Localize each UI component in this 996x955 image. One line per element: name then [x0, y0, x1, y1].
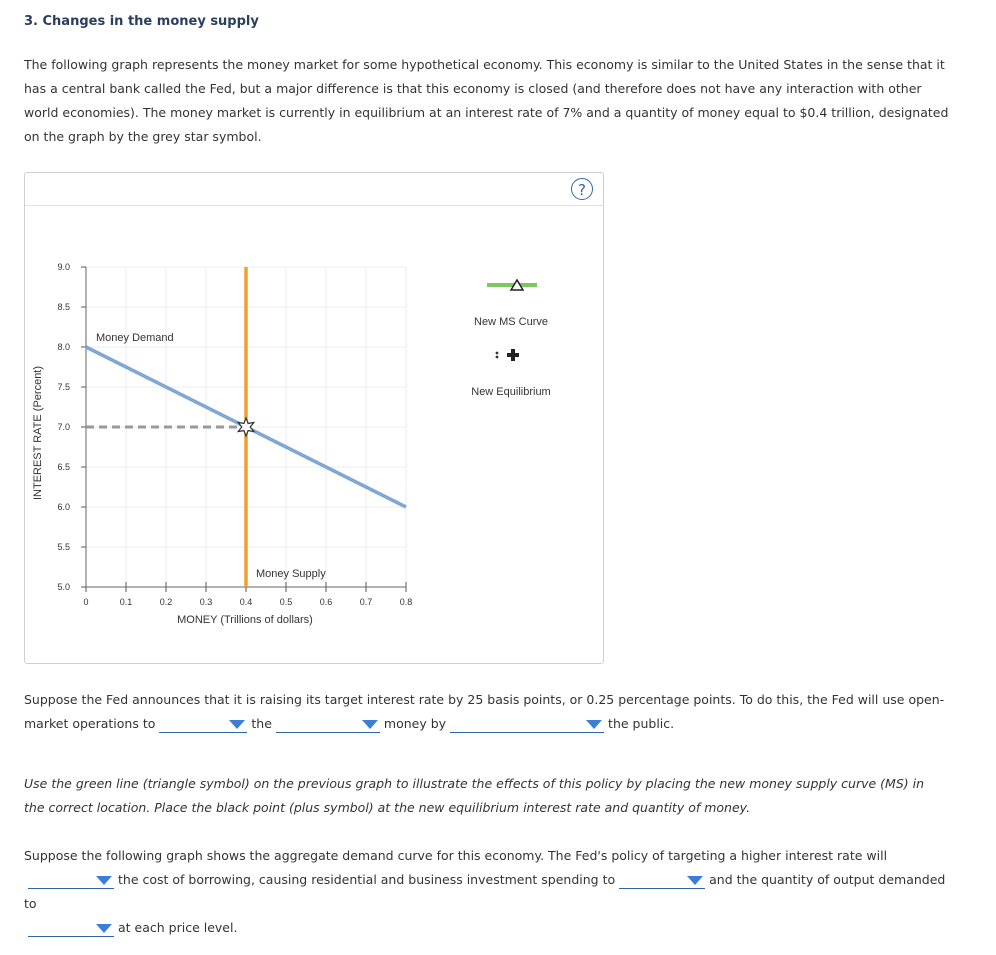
y-tick-label: 8.5: [57, 302, 70, 312]
graph-instruction: Use the green line (triangle symbol) on the previous graph to illustrate the effects of this policy by placing the new money supply curve (MS) in the correct location. Place the black point (plus symbol) at the new equilibrium interest rate and quantity of money.: [24, 776, 925, 815]
dot-icon: [496, 356, 499, 359]
y-tick-label: 5.5: [57, 542, 70, 552]
money-supply-label: Money Supply: [256, 568, 326, 580]
chevron-down-icon: [96, 924, 112, 933]
x-tick-label: 0.6: [319, 597, 333, 607]
legend-new-ms[interactable]: [474, 280, 548, 328]
y-tick-label: 6.5: [57, 462, 70, 472]
x-tick-label: 0.7: [359, 597, 373, 607]
legend-new-equilibrium[interactable]: [471, 349, 550, 398]
q2-text-2: the cost of borrowing, causing residential and business investment spending to: [118, 872, 616, 887]
help-icon[interactable]: ?: [571, 178, 593, 200]
y-tick-label: 5.0: [57, 582, 70, 592]
q1-text-1: Suppose the Fed announces that it is raising its target interest rate by 25 basis points, or 0.25 percentage points. To do this, the Fed will use open-market operations to: [24, 692, 945, 731]
q1-dropdown-party[interactable]: [450, 716, 604, 733]
plus-icon[interactable]: [507, 349, 519, 361]
q1-text-3: money by: [383, 716, 447, 731]
money-market-chart[interactable]: [25, 173, 603, 663]
q2-dropdown-investment[interactable]: [619, 872, 705, 889]
q2-text-1: Suppose the following graph shows the aggregate demand curve for this economy. The Fed's policy of targeting a higher interest rate will: [24, 848, 888, 863]
chevron-down-icon: [586, 720, 602, 729]
q2-text-4: at each price level.: [118, 920, 238, 935]
y-tick-label: 6.0: [57, 502, 70, 512]
chevron-down-icon: [229, 720, 245, 729]
chevron-down-icon: [687, 876, 703, 885]
question-aggregate-demand: [24, 844, 954, 940]
new-equilibrium-label: New Equilibrium: [471, 386, 551, 398]
money-demand-label: Money Demand: [96, 332, 174, 344]
chevron-down-icon: [96, 876, 112, 885]
new-ms-label: New MS Curve: [474, 316, 548, 328]
x-axis-label: MONEY (Trillions of dollars): [177, 614, 313, 626]
y-axis-label: INTEREST RATE (Percent): [32, 365, 44, 501]
y-tick-label: 9.0: [57, 262, 70, 272]
q2-dropdown-output[interactable]: [28, 920, 114, 937]
intro-paragraph: The following graph represents the money market for some hypothetical economy. This economy is similar to the United States in the sense that it has a central bank called the Fed, but a major difference is that this economy is closed (and therefore does not have any interaction with other world economies). The money market is currently in equilibrium at an interest rate of 7% and a quantity of money equal to $0.4 trillion, designated on the graph by the grey star symbol.: [24, 57, 949, 144]
section-heading: 3. Changes in the money supply: [24, 14, 259, 29]
x-tick-label: 0.5: [279, 597, 293, 607]
question-open-market: [24, 688, 954, 736]
y-tick-label: 7.5: [57, 382, 70, 392]
dot-icon: [496, 352, 499, 355]
q1-dropdown-direction[interactable]: [276, 716, 380, 733]
x-tick-label: 0.8: [399, 597, 413, 607]
x-tick-label: 0.1: [119, 597, 133, 607]
q1-text-4: the public.: [608, 716, 675, 731]
y-tick-label: 7.0: [57, 422, 70, 432]
x-tick-label: 0.2: [159, 597, 173, 607]
chevron-down-icon: [362, 720, 378, 729]
q1-text-2: the: [251, 716, 272, 731]
y-tick-label: 8.0: [57, 342, 70, 352]
x-tick-label: 0: [83, 597, 89, 607]
q1-dropdown-action[interactable]: [159, 716, 247, 733]
q2-dropdown-cost[interactable]: [28, 872, 114, 889]
q2-text-3: and the quantity of output demanded to: [24, 872, 946, 911]
x-tick-label: 0.3: [199, 597, 213, 607]
x-tick-label: 0.4: [239, 597, 253, 607]
graph-panel: [24, 172, 604, 664]
